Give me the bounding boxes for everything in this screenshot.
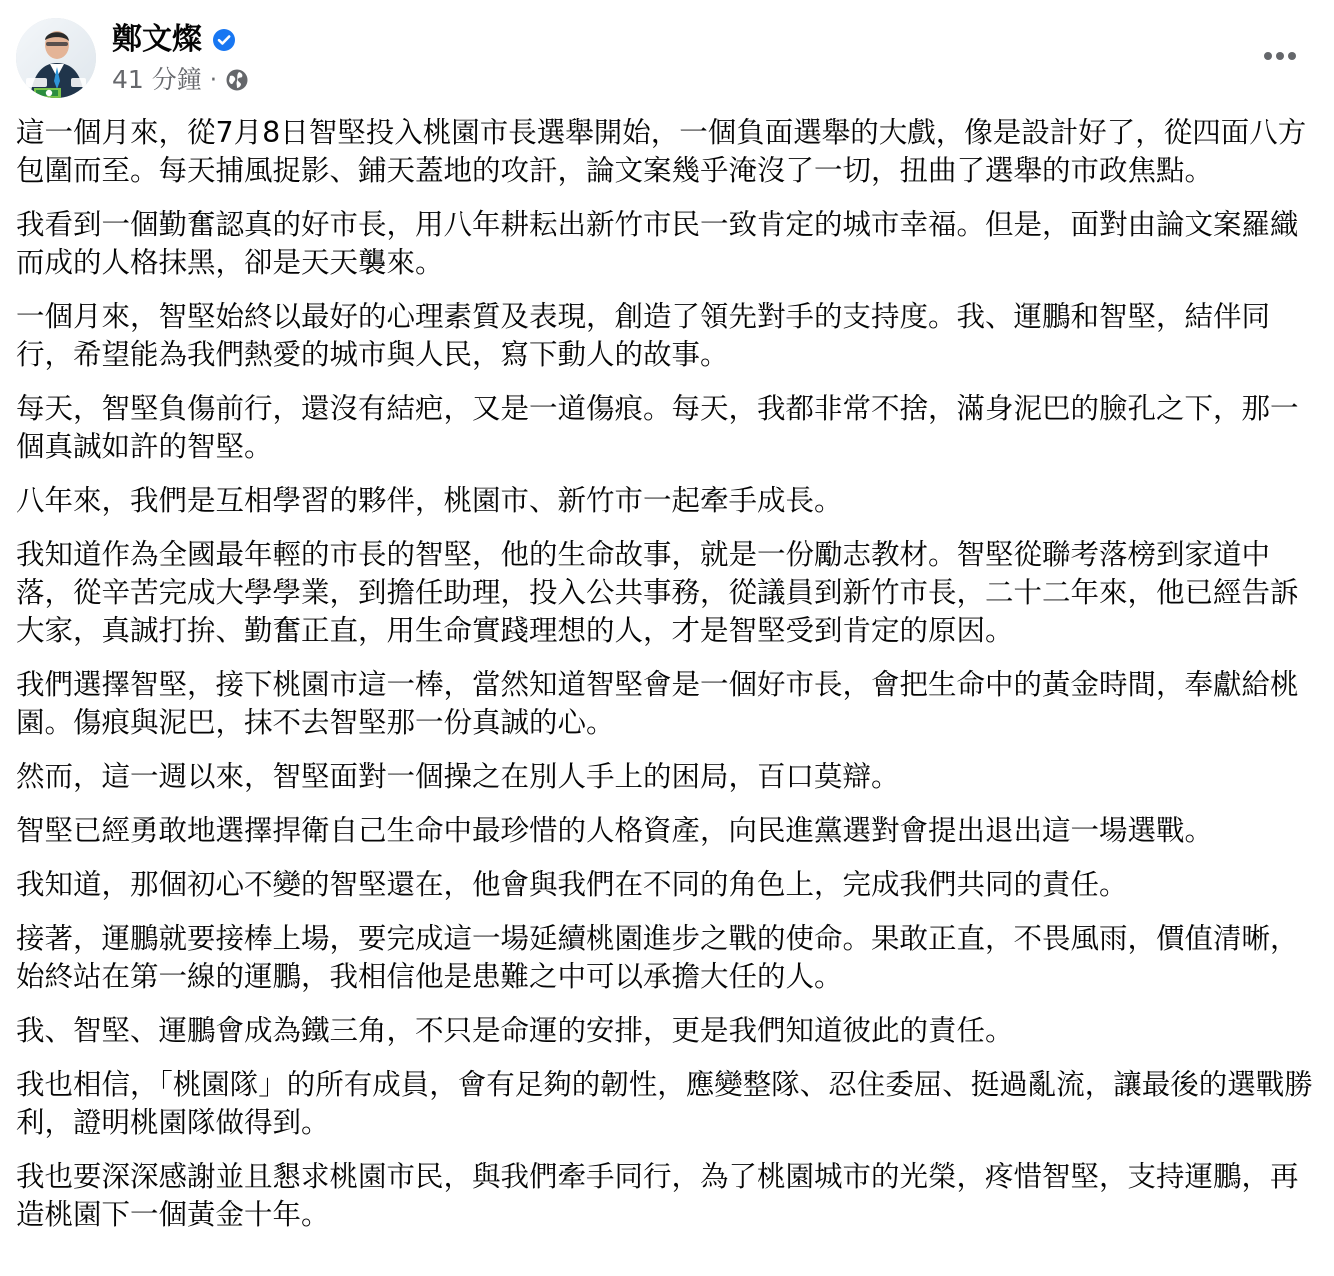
post-paragraph: 一個月來，智堅始終以最好的心理素質及表現，創造了領先對手的支持度。我、運鵬和智堅，結伴同行，希望能為我們熱愛的城市與人民，寫下動人的故事。 [16, 300, 1271, 371]
post-paragraph: 接著，運鵬就要接棒上場，要完成這一場延續桃園進步之戰的使命。果敢正直，不畏風雨，價值清晰，始終站在第一線的運鵬，我相信他是患難之中可以承擔大任的人。 [16, 922, 1299, 993]
post-paragraph: 我知道作為全國最年輕的市長的智堅，他的生命故事，就是一份勵志教材。智堅從聯考落榜到家道中落，從辛苦完成大學學業，到擔任助理，投入公共事務，從議員到新竹市長，二十二年來，他已經告訴大家，真誠打拚、勤奮正直，用生命實踐理想的人，才是智堅受到肯定的原因。 [16, 538, 1299, 647]
author-name[interactable]: 鄭文燦 [112, 22, 202, 57]
post-paragraph: 我們選擇智堅，接下桃園市這一棒，當然知道智堅會是一個好市長，會把生命中的黃金時間，奉獻給桃園。傷痕與泥巴，抹不去智堅那一份真誠的心。 [16, 668, 1299, 739]
post-paragraph: 我、智堅、運鵬會成為鐵三角，不只是命運的安排，更是我們知道彼此的責任。 [16, 1014, 1014, 1047]
post-paragraph: 我知道，那個初心不變的智堅還在，他會與我們在不同的角色上，完成我們共同的責任。 [16, 868, 1128, 901]
post-paragraph: 這一個月來，從7月8日智堅投入桃園市長選舉開始，一個負面選舉的大戲，像是設計好了，從四面八方包圍而至。每天捕風捉影、鋪天蓋地的攻訐，論文案幾乎淹沒了一切，扭曲了選舉的市政焦點。 [16, 116, 1307, 187]
author-avatar[interactable] [16, 18, 96, 98]
post-paragraph: 我也相信，「桃園隊」的所有成員，會有足夠的韌性，應變整隊、忍住委屈、挺過亂流，讓最後的選戰勝利，證明桃園隊做得到。 [16, 1068, 1313, 1139]
verified-badge-icon [212, 28, 236, 52]
post-content [16, 114, 1316, 1250]
post-paragraph: 然而，這一週以來，智堅面對一個操之在別人手上的困局，百口莫辯。 [16, 760, 900, 793]
post-header [16, 18, 1316, 104]
globe-icon[interactable] [225, 68, 249, 92]
post-paragraph: 我也要深深感謝並且懇求桃園市民，與我們牽手同行，為了桃園城市的光榮，疼惜智堅，支持運鵬，再造桃園下一個黃金十年。 [16, 1160, 1299, 1231]
author-photo [16, 18, 96, 98]
post-paragraph: 智堅已經勇敢地選擇捍衛自己生命中最珍惜的人格資產，向民進黨選對會提出退出這一場選戰。 [16, 814, 1214, 847]
more-options-button[interactable] [1256, 36, 1304, 76]
author-name-row [112, 20, 236, 60]
post-paragraph: 八年來，我們是互相學習的夥伴，桃園市、新竹市一起牽手成長。 [16, 484, 843, 517]
post-meta [112, 63, 249, 97]
more-options-icon [1263, 51, 1297, 61]
post-paragraph: 我看到一個勤奮認真的好市長，用八年耕耘出新竹市民一致肯定的城市幸福。但是，面對由論文案羅織而成的人格抹黑，卻是天天襲來。 [16, 208, 1299, 279]
meta-separator: · [209, 67, 218, 93]
post-paragraph: 每天，智堅負傷前行，還沒有結疤，又是一道傷痕。每天，我都非常不捨，滿身泥巴的臉孔之下，那一個真誠如許的智堅。 [16, 392, 1299, 463]
post-timestamp[interactable]: 41 分鐘 [112, 65, 202, 94]
